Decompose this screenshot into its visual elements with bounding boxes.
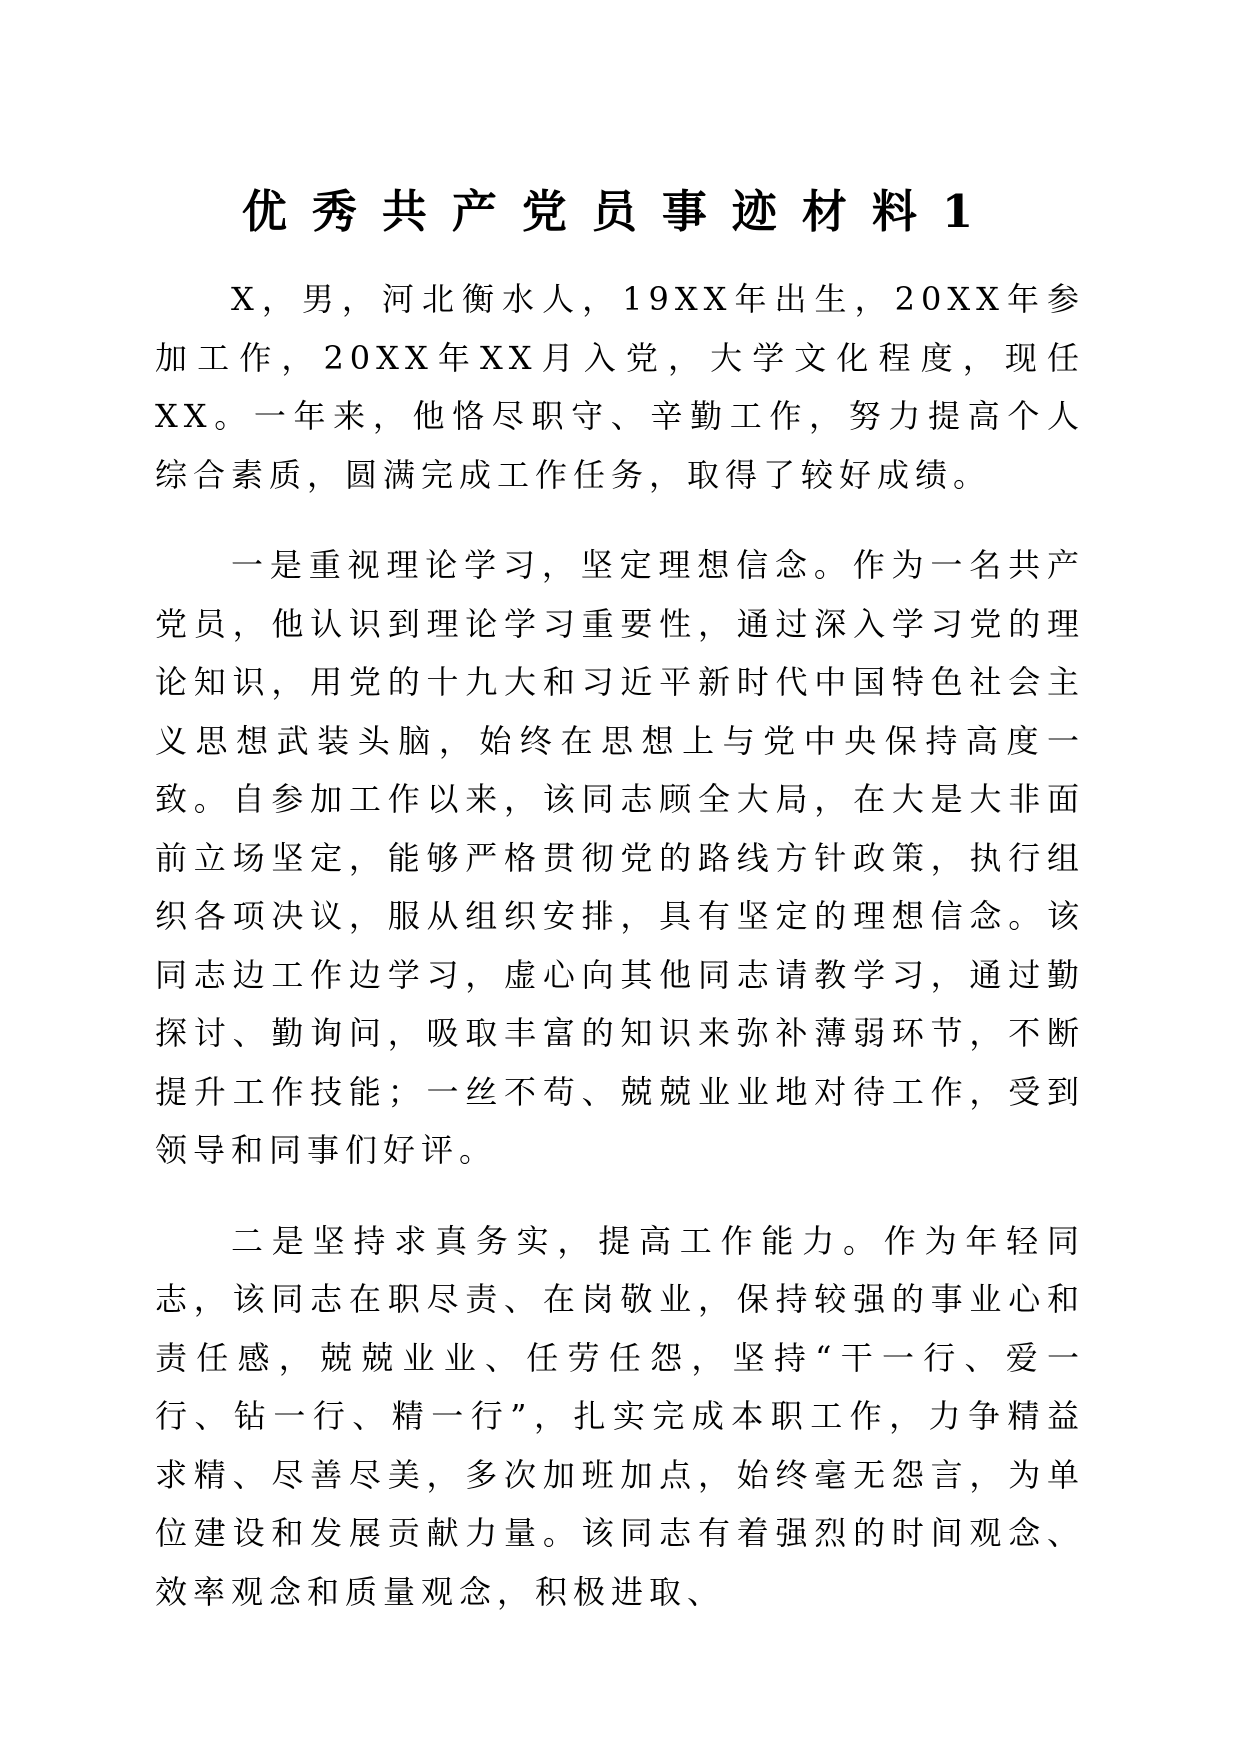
- paragraph-work-ability: 二是坚持求真务实，提高工作能力。作为年轻同志，该同志在职尽责、在岗敬业，保持较强的事业心和责任感，兢兢业业、任劳任怨，坚持“干一行、爱一行、钻一行、精一行”，扎实完成本职工作，力争精益求精、尽善尽美，多次加班加点，始终毫无怨言，为单位建设和发展贡献力量。该同志有着强烈的时间观念、效率观念和质量观念，积极进取、: [155, 1221, 1085, 1611]
- document-title: 优秀共产党员事迹材料1: [241, 185, 999, 238]
- paragraph-theory-study: 一是重视理论学习，坚定理想信念。作为一名共产党员，他认识到理论学习重要性，通过深入学习党的理论知识，用党的十九大和习近平新时代中国特色社会主义思想武装头脑，始终在思想上与党中央保持高度一致。自参加工作以来，该同志顾全大局，在大是大非面前立场坚定，能够严格贯彻党的路线方针政策，执行组织各项决议，服从组织安排，具有坚定的理想信念。该同志边工作边学习，虚心向其他同志请教学习，通过勤探讨、勤询问，吸取丰富的知识来弥补薄弱环节，不断提升工作技能；一丝不苟、兢兢业业地对待工作，受到领导和同事们好评。: [155, 546, 1085, 1169]
- paragraph-intro: X，男，河北衡水人，19XX年出生，20XX年参加工作，20XX年XX月入党，大学文化程度，现任XX。一年来，他恪尽职守、辛勤工作，努力提高个人综合素质，圆满完成工作任务，取得了较好成绩。: [155, 280, 1085, 494]
- document-body: [155, 270, 1085, 1621]
